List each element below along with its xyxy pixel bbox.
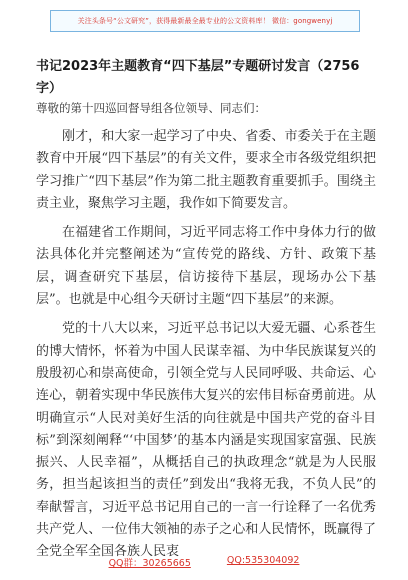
- header-banner[interactable]: [50, 10, 360, 32]
- footer: [0, 555, 408, 573]
- salutation: 尊敬的第十四巡回督导组各位领导、同志们：: [36, 101, 266, 115]
- body-paragraph: 在福建省工作期间，习近平同志将工作中身体力行的做法具体化并完整阐述为“宣传党的路线、方针、政策下基层，调查研究下基层，信访接待下基层，现场办公下基层”。也就是中心组今天研讨主题“四下基层”的来源。: [36, 225, 376, 308]
- body-paragraph: 刚才，和大家一起学习了中央、省委、市委关于在主题教育中开展“四下基层”的有关文件，要求全市各级党组织把学习推广“四下基层”作为第二批主题教育重要抓手。围绕主责主业，聚焦学习主题，我作如下简要发言。: [36, 129, 376, 211]
- document-body: [36, 126, 376, 571]
- footer-qq[interactable]: QQ:535304092: [226, 555, 300, 566]
- header-banner-text: 关注头条号“公文研究”，获得最新最全最专业的公文资料库！ 微信：gongwenyj: [77, 17, 333, 25]
- footer-qq-group[interactable]: QQ群：30265665: [108, 558, 191, 569]
- body-paragraph: 党的十八大以来，习近平总书记以大爱无疆、心系苍生的博大情怀，怀着为中国人民谋幸福、为中华民族谋复兴的殷殷初心和崇高使命，引领全党与人民同呼吸、共命运、心连心，朝着实现中华民族伟大复兴的宏伟目标奋勇前进。从明确宣示“人民对美好生活的向往就是中国共产党的奋斗目标”到深刻阐释“‘中国梦’的基本内涵是实现国家富强、民族振兴、人民幸福”，从概括自己的执政理念“就是为人民服务，担当起该担当的责任”到发出“我将无我，不负人民”的奉献誓言，习近平总书记用自己的一言一行诠释了一名优秀共产党人、一位伟大领袖的赤子之心和人民情怀，既赢得了全党全军全国各族人民衷: [36, 321, 376, 560]
- document-title: 书记2023年主题教育“四下基层”专题研讨发言（2756字）: [36, 59, 360, 96]
